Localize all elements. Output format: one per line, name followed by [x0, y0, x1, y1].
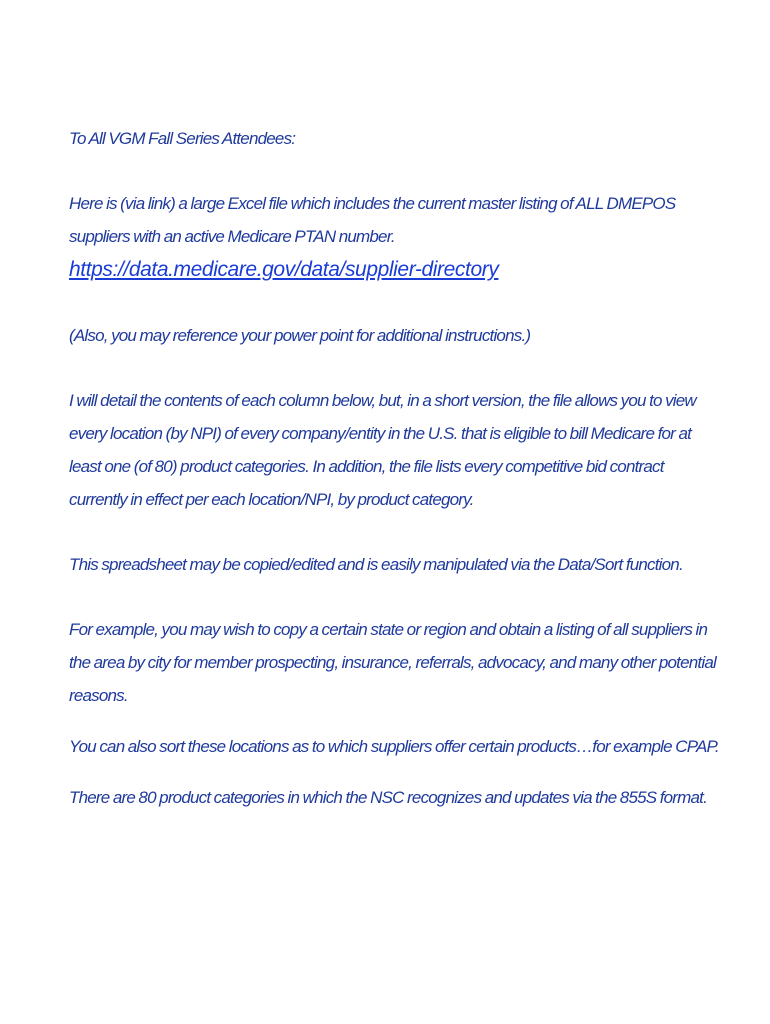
- letter-body: [69, 122, 719, 814]
- greeting: To All VGM Fall Series Attendees:: [69, 129, 296, 148]
- categories-paragraph: There are 80 product categories in which the NSC recognizes and updates via the 855S format.: [69, 788, 708, 807]
- sort-paragraph: You can also sort these locations as to which suppliers offer certain products…for example CPAP.: [69, 737, 719, 756]
- detail-paragraph: I will detail the contents of each column below, but, in a short version, the file allows you to view every location (by NPI) of every company/entity in the U.S. that is eligible to bill Medicare for at least one (of 80) product categories. In addition, the file lists every competitive bid contract currently in effect per each location/NPI, by product category.: [69, 391, 696, 509]
- intro-text: Here is (via link) a large Excel file which includes the current master listing of ALL DMEPOS suppliers with an active Medicare PTAN number.: [69, 194, 676, 246]
- intro-paragraph: [69, 187, 719, 287]
- supplier-directory-link[interactable]: https://data.medicare.gov/data/supplier-directory: [69, 258, 499, 281]
- example-paragraph: For example, you may wish to copy a certain state or region and obtain a listing of all suppliers in the area by city for member prospecting, insurance, referrals, advocacy, and many other potential reasons.: [69, 620, 716, 705]
- also-note: (Also, you may reference your power point for additional instructions.): [69, 326, 531, 345]
- spreadsheet-paragraph: This spreadsheet may be copied/edited and is easily manipulated via the Data/Sort function.: [69, 555, 683, 574]
